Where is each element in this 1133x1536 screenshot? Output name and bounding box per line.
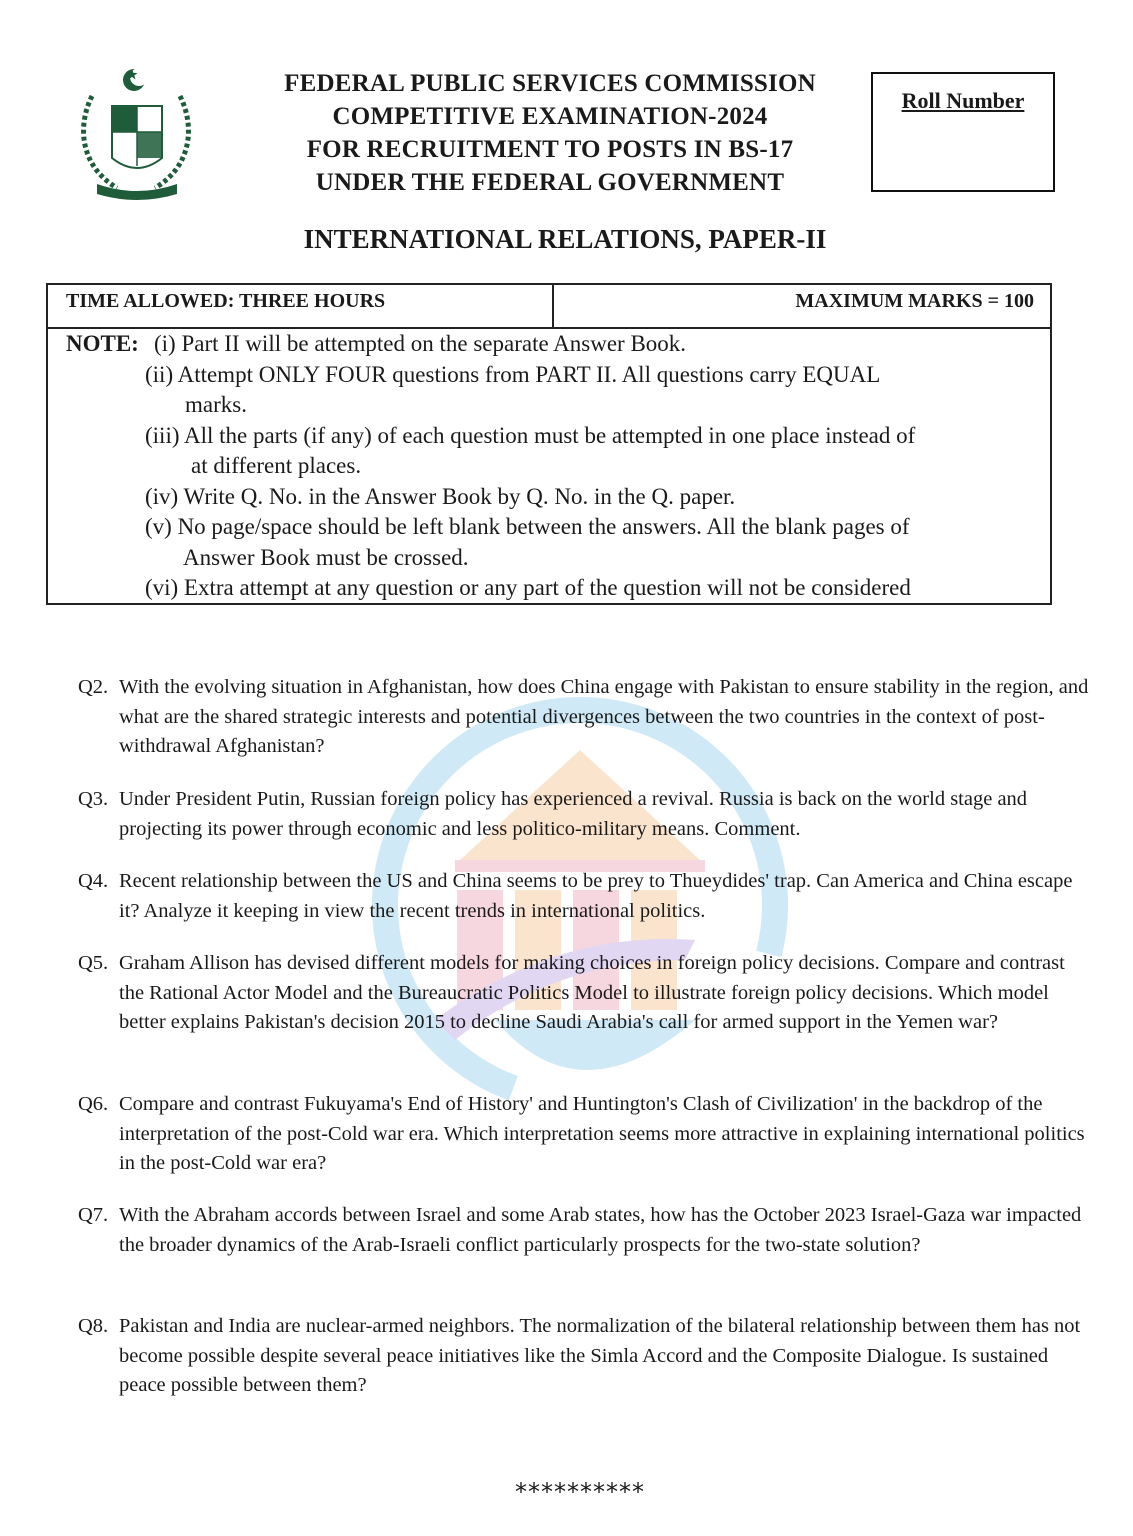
question-text: With the evolving situation in Afghanistan, how does China engage with Pakistan to ensure stability in the region, and what are the shared strategic interests and potential divergences between the two countries in the context of post-withdrawal Afghanistan? xyxy=(119,676,1089,757)
question-text: Graham Allison has devised different models for making choices in foreign policy decisions. Compare and contrast the Rational Actor Model and the Bureaucratic Politics Model to illustrate foreign policy decisions. Which model better explains Pakistan's decision 2015 to decline Saudi Arabia's call for armed support in the Yemen war? xyxy=(119,952,1065,1033)
question-text: Recent relationship between the US and China seems to be prey to Thueydides' trap. Can America and China escape it? Analyze it keeping in view the recent trends in international politics. xyxy=(119,870,1073,922)
question-5 xyxy=(78,949,1090,1038)
header-line-recruitment: FOR RECRUITMENT TO POSTS IN BS-17 xyxy=(306,136,794,163)
question-2 xyxy=(78,673,1090,762)
maximum-marks: MAXIMUM MARKS = 100 xyxy=(795,290,1034,312)
question-text: Under President Putin, Russian foreign policy has experienced a revival. Russia is back on the world stage and projecting its power through economic and less politico-military means. Comment. xyxy=(119,788,1028,840)
instructions-table xyxy=(46,283,1052,605)
question-number: Q4. xyxy=(78,870,109,892)
question-number: Q5. xyxy=(78,952,109,974)
header-line-commission: FEDERAL PUBLIC SERVICES COMMISSION xyxy=(284,70,816,97)
question-8 xyxy=(78,1312,1090,1401)
note-item-3: (iii) All the parts (if any) of each question must be attempted in one place instead of xyxy=(145,423,916,448)
question-4 xyxy=(78,867,1090,926)
note-item-2-cont: marks. xyxy=(185,392,247,417)
note-item-1: (i) Part II will be attempted on the separate Answer Book. xyxy=(154,331,687,356)
question-number: Q3. xyxy=(78,788,109,810)
note-item-2: (ii) Attempt ONLY FOUR questions from PART II. All questions carry EQUAL xyxy=(145,362,881,387)
roll-number-label: Roll Number xyxy=(901,88,1025,113)
state-emblem-icon xyxy=(72,66,202,206)
header-line-government: UNDER THE FEDERAL GOVERNMENT xyxy=(315,169,785,196)
question-number: Q8. xyxy=(78,1315,109,1337)
question-number: Q7. xyxy=(78,1204,109,1226)
time-allowed: TIME ALLOWED: THREE HOURS xyxy=(48,285,554,327)
note-item-5-cont: Answer Book must be crossed. xyxy=(183,545,469,570)
info-row xyxy=(48,285,1050,329)
question-6 xyxy=(78,1090,1090,1179)
question-text: Pakistan and India are nuclear-armed neighbors. The normalization of the bilateral relationship between them has not become possible despite several peace initiatives like the Simla Accord and the Composite Dialogue. Is sustained peace possible between them? xyxy=(119,1315,1081,1396)
note-item-3-cont: at different places. xyxy=(191,453,362,478)
question-text: With the Abraham accords between Israel and some Arab states, how has the October 2023 Israel-Gaza war impacted the broader dynamics of the Arab-Israeli conflict particularly prospects for the two-state solution? xyxy=(119,1204,1082,1256)
paper-title: INTERNATIONAL RELATIONS, PAPER-II xyxy=(303,224,827,254)
question-number: Q6. xyxy=(78,1093,109,1115)
question-text: Compare and contrast Fukuyama's End of History' and Huntington's Clash of Civilization' in the backdrop of the interpretation of the post-Cold war era. Which interpretation seems more attractive in explaining international politics in the post-Cold war era? xyxy=(119,1093,1085,1174)
end-of-paper-marker: ********** xyxy=(515,1478,645,1506)
question-number: Q2. xyxy=(78,676,109,698)
question-3 xyxy=(78,785,1090,844)
note-label: NOTE: xyxy=(66,331,139,356)
note-item-5: (v) No page/space should be left blank between the answers. All the blank pages of xyxy=(145,514,910,539)
header-line-exam: COMPETITIVE EXAMINATION-2024 xyxy=(332,103,768,130)
note-item-4: (iv) Write Q. No. in the Answer Book by Q. No. in the Q. paper. xyxy=(145,484,736,509)
note-item-6: (vi) Extra attempt at any question or any part of the question will not be considered xyxy=(145,575,911,600)
question-7 xyxy=(78,1201,1090,1260)
roll-number-box[interactable] xyxy=(871,72,1055,192)
